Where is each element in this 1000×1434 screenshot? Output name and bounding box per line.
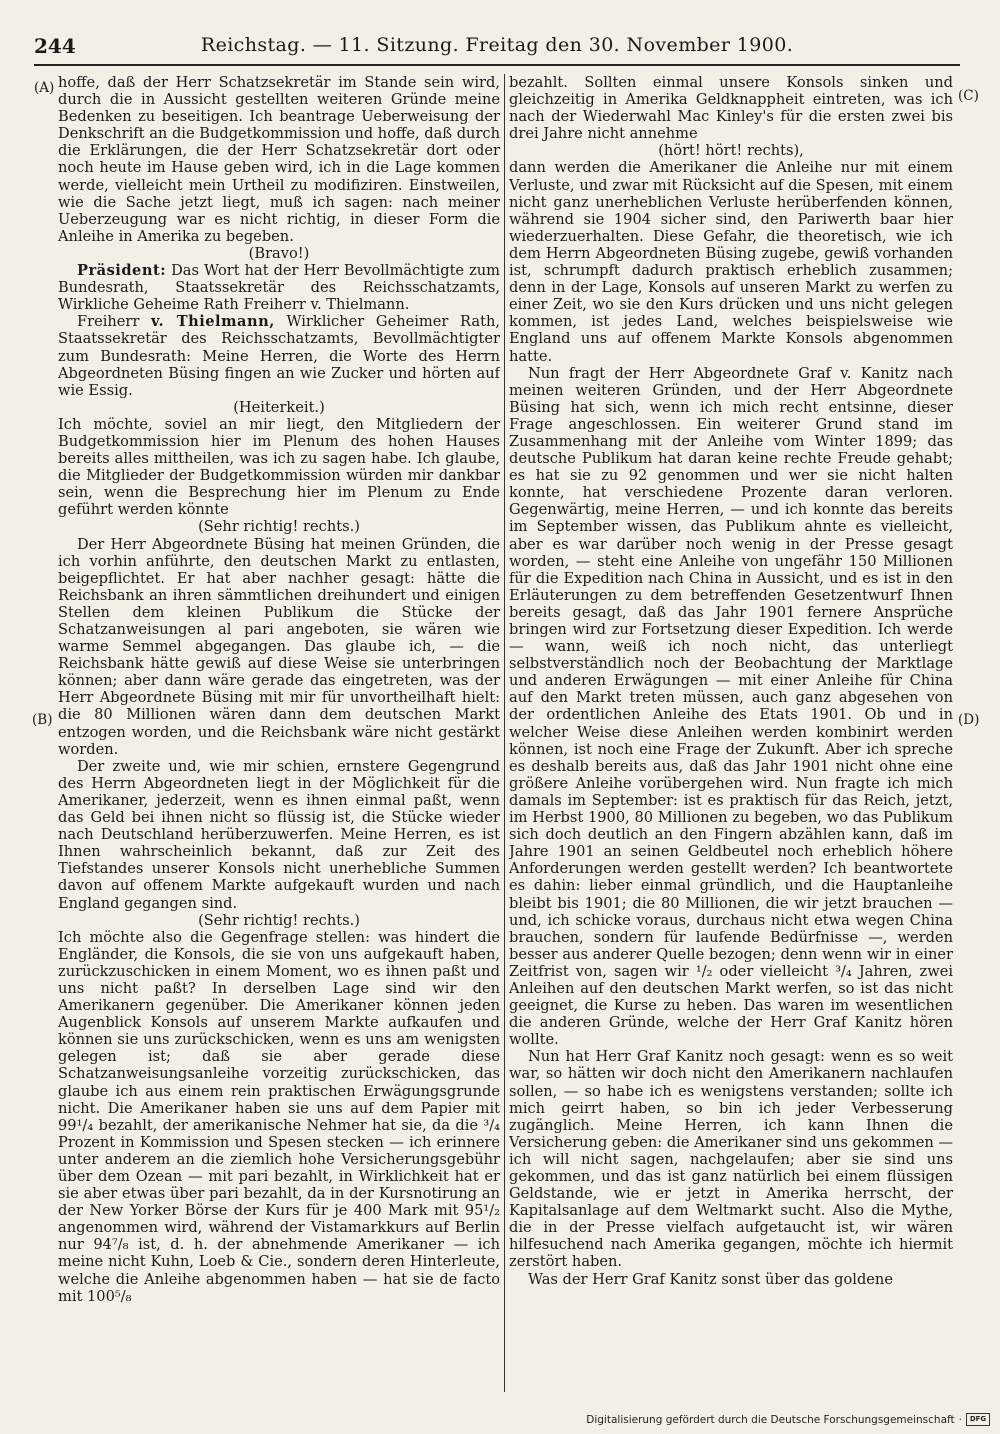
speaker-paragraph <box>58 313 500 398</box>
page-header <box>34 30 960 66</box>
speaker-paragraph <box>58 262 500 313</box>
body-paragraph: bezahlt. Sollten einmal unsere Konsols sinken und gleichzeitig in Amerika Geldknappheit eintreten, was ich nach der Wiederwahl Mac Kinley's für die ersten zwei bis drei Jahre nicht annehme <box>509 74 953 143</box>
body-paragraph: Der Herr Abgeordnete Büsing hat meinen Gründen, die ich vorhin anführte, den deutschen Markt zu entlasten, beigepflichtet. Er hat aber nachher gesagt: hätte die Reichsbank an ihren sämmtlichen dreihundert und einigen Stellen dem kleinen Publikum die Stücke der Schatzanweisungen al pari angeboten, sie wären wie warme Semmel abgegangen. Das glaube ich, — die Reichsbank hätte gewiß auf diese Weise sie unterbringen können; aber dann wäre gerade das eingetreten, was der Herr Abgeordnete Büsing mit mir für unvortheilhaft hielt: die 80 Millionen wären dann dem deutschen Markt entzogen worden, und die Reichsbank wäre nicht gestärkt worden. <box>58 535 500 758</box>
column-divider <box>504 74 505 1392</box>
left-column <box>58 74 500 1392</box>
body-paragraph: Ich möchte, soviel an mir liegt, den Mitgliedern der Budgetkommission hier im Plenum des hohen Hauses bereits alles mittheilen, was ich zu sagen habe. Ich glaube, die Mitglieder der Budgetkommission würden mir dankbar sein, wenn die Besprechung hier im Plenum zu Ende geführt werden könnte <box>58 415 500 519</box>
interjection: (Heiterkeit.) <box>233 398 325 416</box>
footer-credit <box>586 1413 990 1426</box>
interjection: (Bravo!) <box>248 244 310 262</box>
interjection: (hört! hört! rechts), <box>658 142 804 160</box>
speaker-name: Präsident: <box>76 262 167 280</box>
interjection: (Sehr richtig! rechts.) <box>198 911 360 929</box>
speaker-name: v. Thielmann, <box>151 313 275 331</box>
margin-marker-b: (B) <box>32 712 53 728</box>
body-paragraph: dann werden die Amerikaner die Anleihe nur mit einem Verluste, und zwar mit Rücksicht auf die Spesen, mit einem nicht ganz unerheblichen Verluste herüberfenden können, während sie 1904 sicher sind, den Pariwerth baar hier wiederzuerhalten. Diese Gefahr, die theoretisch, wie ich dem Herrn Abgeordneten Büsing zugebe, gewiß vorhanden ist, schrumpft dadurch praktisch erheblich zusammen; denn in der Lage, Konsols auf unseren Markt zu werfen zu einer Zeit, wo sie den Kurs drücken und uns nicht gelegen kommen, ist jedes Land, welches beispielsweise wie England uns auf offenem Markte Konsols abgenommen hatte. <box>509 159 953 365</box>
running-title: Reichstag. — 11. Sitzung. Freitag den 30. November 1900. <box>200 34 794 56</box>
right-column <box>509 74 953 1392</box>
dfg-logo-icon: DFG <box>966 1413 990 1426</box>
speech-text: Wirklicher Geheimer Rath, Staatssekretär des Reichsschatzamts, Bevollmächtigter zum Bundesrath: Meine Herren, die Worte des Herrn Abgeordneten Büsing fingen an wie Zucker und hörten auf wie Essig. <box>58 313 500 399</box>
body-paragraph: Was der Herr Graf Kanitz sonst über das goldene <box>527 1270 893 1288</box>
body-paragraph: hoffe, daß der Herr Schatzsekretär im Stande sein wird, durch die in Aussicht gestellten weiteren Gründe meine Bedenken zu beseitigen. Ich beantrage Ueberweisung der Denkschrift an die Budgetkommission und hoffe, daß durch die Erklärungen, die der Herr Schatzsekretär dort oder noch heute im Hause geben wird, ich in die Lage kommen werde, vielleicht mein Urtheil zu modifiziren. Einstweilen, wie die Sache jetzt liegt, muß ich sagen: nach meiner Ueberzeugung war es nicht richtig, in dieser Form die Anleihe in Amerika zu begeben. <box>58 74 500 245</box>
margin-marker-a: (A) <box>34 80 55 96</box>
separator-dot: · <box>958 1413 962 1426</box>
credit-text: Digitalisierung gefördert durch die Deutsche Forschungsgemeinschaft <box>586 1413 955 1426</box>
margin-marker-c: (C) <box>958 88 979 104</box>
speech-text: Das Wort hat der Herr Bevollmächtigte zum Bundesrath, Staatssekretär des Reichsschatzamts, Wirkliche Geheime Rath Freiherr v. Thielmann. <box>58 262 500 314</box>
body-paragraph: Nun fragt der Herr Abgeordnete Graf v. Kanitz nach meinen weiteren Gründen, und der Herr Abgeordnete Büsing hat sich, wenn ich mich recht entsinne, dieser Frage angeschlossen. Ein weiterer Grund stand im Zusammenhang mit der Anleihe vom Winter 1899; das deutsche Publikum hat daran keine rechte Freude gehabt; es hat sie zu 92 genommen und wer sie nicht halten konnte, hat verschiedene Prozente daran verloren. Gegenwärtig, meine Herren, — und ich konnte das bereits im September wissen, das Publikum ahnte es vielleicht, aber es war darüber noch wenig in der Presse gesagt worden, — steht eine Anleihe von ungefähr 150 Millionen für die Expedition nach China in Aussicht, und es ist in den Erläuterungen zu dem betreffenden Gesetzentwurf Ihnen bereits gesagt, daß das Jahr 1901 fernere Ansprüche bringen wird zur Fortsetzung dieser Expedition. Ich werde — wann, weiß ich noch nicht, das unterliegt selbstverständlich noch der Beobachtung der Marktlage und anderen Erwägungen — mit einer Anleihe für China auf den Markt treten müssen, auch ganz abgesehen von der ordentlichen Anleihe des Etats 1901. Ob und in welcher Weise diese Anleihen werden kombinirt werden können, ist noch eine Frage der Zukunft. Aber ich spreche es deshalb bereits aus, daß das Jahr 1901 nicht ohne eine größere Anleihe vorübergehen wird. Nun fragte ich mich damals im September: ist es praktisch für das Reich, jetzt, im Herbst 1900, 80 Millionen zu begeben, wo das Publikum sich doch deutlich an den Fingern abzählen kann, daß im Jahre 1901 an seinen Geldbeutel noch erheblich höhere Anforderungen werden gestellt werden? Ich beantwortete es dahin: lieber einmal gründlich, und die Hauptanleihe bleibt bis 1901; die 80 Millionen, die wir jetzt brauchen — und, ich schicke voraus, durchaus nicht etwa wegen China brauchen, sondern für laufende Bedürfnisse —, werden besser aus anderer Quelle bezogen; denn wenn wir in einer Zeitfrist von, sagen wir ¹/₂ oder vielleicht ³/₄ Jahren, zwei Anleihen auf den deutschen Markt werfen, so ist das nicht geeignet, die Kurse zu heben. Das waren im wesentlichen die anderen Gründe, welche der Herr Graf Kanitz hören wollte. <box>509 364 953 1049</box>
body-paragraph: Ich möchte also die Gegenfrage stellen: was hindert die Engländer, die Konsols, die sie von uns aufgekauft haben, zurückzuschicken in einem Moment, wo es ihnen paßt und uns nicht paßt? In derselben Lage sind wir den Amerikanern gegenüber. Die Amerikaner können jeden Augenblick Konsols auf unserem Markte aufkaufen und können sie uns zurückschicken, wenn es uns am wenigsten gelegen ist; daß sie aber gerade diese Schatzanweisungsanleihe vorzeitig zurückschicken, das glaube ich aus einem rein praktischen Erwägungsgrunde nicht. Die Amerikaner haben sie uns auf dem Papier mit 99¹/₄ bezahlt, der amerikanische Nehmer hat sie, da die ³/₄ Prozent in Kommission und Spesen stecken — ich erinnere unter anderem an die ziemlich hohe Versicherungsgebühr über dem Ozean — mit pari bezahlt, in Wirklichkeit hat er sie aber etwas über pari bezahlt, da in der Kursnotirung an der New Yorker Börse der Kurs für je 400 Mark mit 95¹/₂ angenommen wird, während der Vistamarkkurs auf Berlin nur 94⁷/₈ ist, d. h. der abnehmende Amerikaner — ich meine nicht Kuhn, Loeb & Cie., sondern deren Hinterleute, welche die Anleihe abgenommen haben — hat sie de facto mit 100⁵/₈ <box>58 928 500 1305</box>
interjection: (Sehr richtig! rechts.) <box>198 518 360 536</box>
body-paragraph: Nun hat Herr Graf Kanitz noch gesagt: wenn es so weit war, so hätten wir doch nicht den Amerikanern nachlaufen sollen, — so habe ich es wenigstens verstanden; sollte ich mich geirrt haben, so bin ich jeder Verbesserung zugänglich. Meine Herren, ich kann Ihnen die Versicherung geben: die Amerikaner sind uns gekommen — ich will nicht sagen, nachgelaufen; aber sie sind uns gekommen, und das ist ganz natürlich bei einem flüssigen Geldstande, wie er jetzt in Amerika herrscht, der Kapitalsanlage auf dem Weltmarkt sucht. Also die Mythe, die in der Presse vielfach aufgetaucht ist, wir wären hilfesuchend nach Amerika gegangen, möchte ich hiermit zerstört haben. <box>509 1048 953 1271</box>
page-number: 244 <box>34 34 76 58</box>
margin-marker-d: (D) <box>958 712 980 728</box>
body-paragraph: Der zweite und, wie mir schien, ernstere Gegengrund des Herrn Abgeordneten liegt in der Möglichkeit für die Amerikaner, jederzeit, wenn es ihnen einmal paßt, wenn das Geld bei ihnen nicht so flüssig ist, die Stücke wieder nach Deutschland herüberzuwerfen. Meine Herren, es ist Ihnen wahrscheinlich bekannt, daß zur Zeit des Tiefstandes unserer Konsols nicht unerhebliche Summen davon auf offenem Markte aufgekauft wurden und nach England gegangen sind. <box>58 757 500 912</box>
speaker-prefix: Freiherr <box>76 313 152 331</box>
